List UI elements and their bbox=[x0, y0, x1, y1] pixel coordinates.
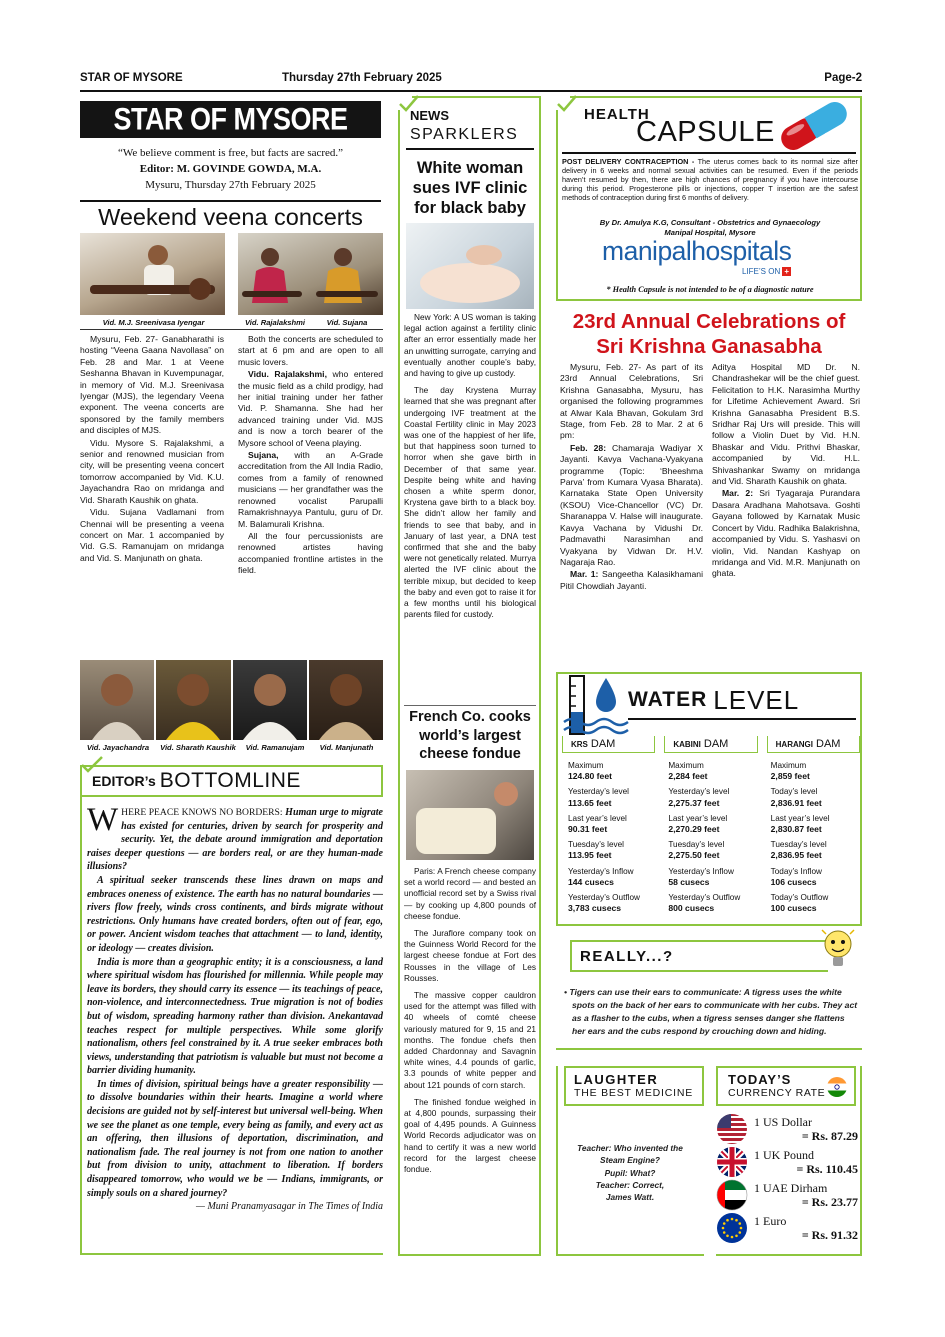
caption-rule bbox=[80, 329, 383, 330]
photo-cheese-fondue bbox=[406, 770, 534, 860]
ganasabha-paragraph bbox=[560, 569, 703, 592]
water-title-box bbox=[628, 684, 860, 716]
eu-flag-icon bbox=[716, 1212, 748, 1244]
ganasabha-headline bbox=[556, 309, 862, 359]
editor-body bbox=[87, 802, 383, 1214]
lead-text: Vidu. Rajalakshmi, bbox=[248, 369, 327, 380]
editor-corner-tick-icon bbox=[80, 755, 104, 775]
laughter-frame-bottom bbox=[556, 1254, 704, 1256]
reading-value: 90.31 feet bbox=[568, 824, 608, 835]
news-story-ivf bbox=[404, 312, 536, 626]
photo-sharath-kaushik bbox=[156, 660, 230, 740]
news-paragraph: New York: A US woman is taking legal action against a fertility clinic after an error essentially made her an unwitting surrogate, carrying and eventually another couple’s baby, and having to give up custody. bbox=[404, 312, 536, 379]
body-text: Sangeetha Kalasikhamani Pitil Chowdiah Jayanti. bbox=[560, 569, 703, 591]
reading-value: 2,275.50 feet bbox=[668, 850, 720, 861]
reading-label: Yesterday’s Inflow bbox=[568, 866, 634, 876]
dam-name: KRS bbox=[571, 739, 588, 749]
reading-value: 113.65 feet bbox=[568, 797, 612, 808]
reading-label: Tuesday’s level bbox=[668, 840, 725, 850]
masthead-info bbox=[80, 145, 381, 193]
ganasabha-paragraph bbox=[560, 443, 703, 568]
reading-value: 58 cusecs bbox=[668, 876, 710, 887]
editor-title-light: BOTTOMLINE bbox=[159, 769, 301, 792]
photo-sreenivasa-iyengar bbox=[80, 233, 225, 315]
currency-row-aed bbox=[716, 1178, 858, 1211]
dam-suffix: DAM bbox=[816, 738, 841, 750]
reading-value: 100 cusecs bbox=[770, 903, 817, 914]
health-frame-left bbox=[556, 110, 558, 301]
reading-label: Yesterday’s Outflow bbox=[668, 893, 741, 903]
reading-value: 144 cusecs bbox=[568, 876, 614, 887]
health-frame-right bbox=[860, 96, 862, 301]
uae-flag-icon bbox=[716, 1179, 748, 1211]
news-label-bold: NEWS bbox=[410, 108, 449, 123]
caption-ramanujam: Vid. Ramanujam bbox=[245, 743, 305, 752]
reading-label: Last year’s level bbox=[668, 813, 728, 823]
dam-label bbox=[562, 736, 655, 753]
reading-label: Yesterday’s level bbox=[568, 787, 629, 797]
masthead-dateline: Mysuru, Thursday 27th February 2025 bbox=[145, 179, 316, 191]
reading-value: 106 cusecs bbox=[770, 876, 817, 887]
news-paragraph: The massive copper cauldron used for the attempt was filled with 40 wheels of comté cheese variously matured for 9, 15 and 21 months. The fondue chefs then added Chardonnay and Savagnin white wines, 4.4 pounds of garlic, 3.3 pounds of white pepper and about 121 pounds of corn starch. bbox=[404, 990, 536, 1090]
editor-paragraph: India is more than a geographic entity; it is a consciousness, a land where spiritual wisdom has flourished for millennia. While people may leave its borders, they should carry its essence — its teachings of peace, non-violence, and interconnectedness. True migration is not of bodies but of wisdom, spreading harmony rather than division. Anekantavad teaches respect for multiple perspectives. While some glorify nationalism, others feel constrained by it. A true seeker embraces both views, understanding that patriotism is valuable but must not become a barrier dividing humanity. bbox=[87, 956, 383, 1077]
currency-values bbox=[754, 1214, 858, 1242]
photo-manjunath bbox=[309, 660, 383, 740]
reading-label: Today’s level bbox=[770, 787, 818, 797]
really-fact: Tigers can use their ears to communicate: A tigress uses the white spots on the back of her ears to communicate with her cubs. They act as a flasher to the cubs, when a tigress senses danger she flattens her ears and the cubs respond by crouching down and hiding. bbox=[569, 987, 858, 1036]
ganasabha-paragraph: Aditya Hospital MD Dr. N. Chandrashekar will be the chief guest. Felicitation to H.K. Narasimha Murthy for Lifetime Achievement Award. Sri Krishna Ganasabha President B.S. Sridhar Raj Urs will preside. This will follow a Violin Duet by Vid. H.N. Bhaskar and Vidu. Prithvi Bhaskar, accompanied by Vid. H.L. Shivashankar Swamy on mridanga and Vid. Sharath Kaushik on ghata. bbox=[712, 362, 860, 487]
reading-label: Yesterday’s level bbox=[668, 787, 730, 797]
editor-title-box bbox=[80, 765, 383, 797]
currency-frame-right bbox=[860, 1066, 862, 1256]
caption-manjunath: Vid. Manjunath bbox=[319, 743, 374, 752]
editor-frame-left bbox=[80, 785, 82, 1255]
ganasabha-column-1 bbox=[560, 362, 703, 593]
laughter-title: LAUGHTER bbox=[574, 1072, 659, 1087]
health-disclaimer: * Health Capsule is not intended to be of a diagnostic nature bbox=[606, 285, 814, 294]
capsule-pill-icon bbox=[770, 98, 858, 154]
caption-sharath-kaushik: Vid. Sharath Kaushik bbox=[160, 743, 236, 752]
news-label-light: SPARKLERS bbox=[410, 126, 519, 143]
really-label-box bbox=[570, 940, 828, 972]
news-headline-fondue: French Co. cooks world’s largest cheese fondue bbox=[409, 709, 531, 762]
really-text bbox=[560, 986, 860, 1038]
masthead-editor: Editor: M. GOVINDE GOWDA, M.A. bbox=[139, 163, 322, 175]
reading-label: Tuesday’s level bbox=[770, 840, 827, 850]
joke-line: Pupil: What? bbox=[604, 1167, 656, 1178]
caption-rajalakshmi: Vid. Rajalakshmi bbox=[244, 318, 306, 327]
laughter-title-box bbox=[564, 1066, 704, 1106]
news-frame-right bbox=[539, 96, 541, 1256]
editor-credit: — Muni Pranamyasagar in The Times of India bbox=[196, 1201, 383, 1213]
laughter-subtitle: THE BEST MEDICINE bbox=[574, 1087, 694, 1099]
ganasabha-headline-line1: 23rd Annual Celebrations of bbox=[572, 310, 846, 333]
drop-cap: W bbox=[87, 802, 119, 838]
currency-rate: = Rs. 91.32 bbox=[801, 1227, 858, 1242]
masthead-title: STAR OF MYSORE bbox=[113, 101, 348, 137]
dam-readings bbox=[767, 753, 860, 914]
health-byline bbox=[560, 218, 860, 237]
uk-flag-icon bbox=[716, 1146, 748, 1178]
header-page-number: Page-2 bbox=[824, 72, 862, 84]
reading-value: 2,830.87 feet bbox=[770, 824, 822, 835]
water-title-rule bbox=[628, 718, 856, 720]
currency-rows bbox=[716, 1112, 858, 1244]
veena-paragraph: Mysuru, Feb. 27- Ganabharathi is hosting “Veena Gaana Navollasa” on Feb. 28 and Mar. 1 at Veene Seshanna Bhavan in Kuvempunagar, in memory of Vid. M.J. Sreenivasa Iyengar (MJS), the legendary Veena exponent. The veena concerts are sponsored by the family members and disciples of MJS. bbox=[80, 334, 224, 436]
photo-jayachandra bbox=[80, 660, 154, 740]
news-headline-ivf: White woman sues IVF clinic for black baby bbox=[412, 159, 528, 217]
really-frame-bottom bbox=[556, 1048, 862, 1050]
dam-name: HARANGI bbox=[775, 739, 813, 749]
masthead-motto: “We believe comment is free, but facts are sacred.” bbox=[117, 147, 344, 159]
ganasabha-column-2 bbox=[712, 362, 860, 581]
dam-columns bbox=[562, 736, 860, 922]
editor-frame-bottom bbox=[80, 1253, 383, 1255]
currency-unit: 1 UAE Dirham bbox=[754, 1180, 828, 1195]
veena-headline: Weekend veena concerts bbox=[80, 200, 381, 231]
editor-title-bold: EDITOR’s bbox=[92, 773, 156, 789]
currency-frame-bottom bbox=[716, 1254, 862, 1256]
currency-values bbox=[754, 1115, 858, 1143]
photo-rajalakshmi-sujana bbox=[238, 233, 383, 315]
veena-paragraph bbox=[238, 450, 383, 530]
news-paragraph: The finished fondue weighed in at 4,800 pounds, surpassing their goal of 4,495 pounds. A Guinness World Records adjudicator was on hand to certify it was a new world record for the largest cheese fondue. bbox=[404, 1096, 536, 1175]
masthead-banner bbox=[80, 101, 381, 138]
page-header bbox=[80, 72, 862, 92]
lead-text: Sujana, bbox=[248, 450, 279, 461]
header-paper-name: STAR OF MYSORE bbox=[80, 72, 183, 84]
ganasabha-headline-line2: Sri Krishna Ganasabha bbox=[596, 335, 822, 358]
editor-paragraph bbox=[87, 802, 383, 874]
reading-value: 2,284 feet bbox=[668, 771, 708, 782]
reading-value: 124.80 feet bbox=[568, 771, 612, 782]
lead-text: Mar. 2: bbox=[722, 488, 754, 499]
laughter-frame-left bbox=[556, 1066, 558, 1256]
joke-line: James Watt. bbox=[605, 1192, 655, 1203]
health-lead: POST DELIVERY CONTRACEPTION - bbox=[562, 157, 695, 166]
us-flag-icon bbox=[716, 1113, 748, 1145]
joke-line: Steam Engine? bbox=[600, 1155, 660, 1166]
reading-label: Today’s Inflow bbox=[770, 866, 822, 876]
health-corner-tick-icon bbox=[556, 94, 578, 114]
health-body: The uterus comes back to its normal size after delivery in 6 weeks and normal sexual activities can be resumed. Even if the periods haven’t resumed by then, there are high chances of pregnancy if you have intercourse during this period. Progesterone pills or injections, copper T insertion are the safest methods of contraception during first 6 months of delivery. bbox=[562, 157, 858, 202]
ganasabha-paragraph bbox=[712, 488, 860, 579]
really-label: REALLY...? bbox=[580, 947, 674, 965]
lead-text: Feb. 28: bbox=[570, 442, 607, 453]
reading-value: 2,275.37 feet bbox=[668, 797, 720, 808]
manipal-tagline bbox=[742, 267, 791, 276]
editor-paragraph: In times of division, spiritual beings have a greater responsibility — to dissolve boundaries within their hearts. Imagine a world where decisions are guided not by self-interest but universal well-being. When we see the planet as one temple, every being as family, and every act as an offering, then illusions of deportation, discrimination, and nationalism fade. The real journey is not from one nation to another but from division to unity, attachment to liberation. If borders disappeared tomorrow, who would we be — Indians, immigrants, or simply souls on a shared journey? bbox=[87, 1078, 383, 1199]
news-frame-top bbox=[412, 96, 541, 98]
reading-label: Yesterday’s Outflow bbox=[568, 893, 640, 903]
percussionist-photo-row bbox=[80, 660, 383, 740]
caption-sujana: Vid. Sujana bbox=[326, 318, 368, 327]
currency-row-usd bbox=[716, 1112, 858, 1145]
reading-value: 3,783 cusecs bbox=[568, 903, 622, 914]
body-text: who entered the music field as a child prodigy, had her initial training under her father Vid. P. Shamanna. She had her advanced training under Vid. MJS and is now a torch bearer of the Mysore school of Veena playing. bbox=[238, 369, 383, 448]
caption-sreenivasa: Vid. M.J. Sreenivasa Iyengar bbox=[102, 318, 205, 327]
news-label-rule bbox=[406, 148, 534, 150]
dam-label bbox=[767, 736, 860, 753]
news-story-fondue bbox=[404, 866, 536, 1181]
water-gauge-icon bbox=[562, 672, 636, 738]
veena-paragraph bbox=[238, 369, 383, 449]
health-label-big: CAPSULE bbox=[636, 116, 775, 148]
reading-label: Maximum bbox=[668, 761, 704, 770]
reading-value: 2,859 feet bbox=[770, 771, 810, 782]
caption-jayachandra: Vid. Jayachandra bbox=[86, 743, 150, 752]
water-title-bold: WATER bbox=[628, 688, 708, 711]
reading-value: 800 cusecs bbox=[668, 903, 715, 914]
dam-krs bbox=[562, 736, 655, 922]
dam-label bbox=[664, 736, 757, 753]
dam-harangi bbox=[767, 736, 860, 922]
reading-value: 2,270.29 feet bbox=[668, 824, 720, 835]
reading-label: Today’s Outflow bbox=[770, 893, 829, 903]
bulb-icon bbox=[818, 926, 858, 972]
health-label-bold: HEALTH bbox=[584, 106, 650, 123]
news-paragraph: Paris: A French cheese company set a world record — and bested an unofficial record set by a Swiss rival — by cooking up 4,800 pounds of cheese fondue. bbox=[404, 866, 536, 921]
veena-paragraph: Both the concerts are scheduled to start at 6 pm and are open to all music lovers. bbox=[238, 334, 383, 367]
reading-label: Last year’s level bbox=[770, 813, 830, 823]
photo-ramanujam bbox=[233, 660, 307, 740]
lead-text: Mar. 1: bbox=[570, 569, 599, 580]
health-text bbox=[562, 158, 858, 203]
dam-readings bbox=[562, 753, 655, 914]
news-paragraph: The day Krystena Murray learned that she was pregnant after undergoing IVF treatment at the Coastal Fertility clinic in May 2023 was one of the happiest of her life, but that happiness soon turned to horror when she gave birth in December of that same year. Despite being white and having chosen a white sperm donor, Krystena gave birth to a black boy. She didn’t allow her family and friends to see that baby, and in January of last year, a DNA test confirmed that she and the baby were not genetically related. Murrya alerted the IVF clinic about the terrible mixup, but decided to keep the baby and even got to raise it for a few months until his biological parents filed for custody. bbox=[404, 385, 536, 620]
dam-kabini bbox=[664, 736, 757, 922]
editor-paragraph: A spiritual seeker transcends these lines drawn on maps and embraces oneness of existence. The earth has no natural boundaries — rivers flow freely, winds cross continents, and birds migrate without restrictions. Only humans have created borders, often out of fear, ego, or power. Ancient wisdom teaches that attachment — to land, identity, or ideology — creates division. bbox=[87, 874, 383, 954]
dam-name: KABINI bbox=[673, 739, 701, 749]
health-rule bbox=[562, 152, 856, 154]
editor-lead: HERE PEACE KNOWS NO BORDERS: bbox=[121, 807, 283, 818]
dam-readings bbox=[664, 753, 757, 914]
reading-value: 113.95 feet bbox=[568, 850, 612, 861]
health-byline-hospital: Manipal Hospital, Mysore bbox=[664, 227, 756, 237]
currency-row-eur bbox=[716, 1211, 858, 1244]
dam-suffix: DAM bbox=[590, 738, 616, 750]
currency-unit: 1 UK Pound bbox=[754, 1147, 815, 1162]
india-flag-icon bbox=[826, 1076, 848, 1098]
bullet-icon: • bbox=[564, 987, 570, 997]
percussionist-captions bbox=[80, 743, 383, 752]
currency-values bbox=[754, 1181, 858, 1209]
currency-rate: = Rs. 23.77 bbox=[801, 1194, 858, 1209]
reading-value: 2,836.91 feet bbox=[770, 797, 822, 808]
currency-subtitle: CURRENCY RATE bbox=[728, 1087, 826, 1099]
veena-paragraph: All the four percussionists are renowned artistes having accompanied frontline artistes in the field. bbox=[238, 530, 383, 576]
currency-title: TODAY’S bbox=[728, 1072, 792, 1087]
currency-unit: 1 US Dollar bbox=[754, 1114, 812, 1129]
veena-column-1 bbox=[80, 334, 224, 565]
currency-rate: = Rs. 87.29 bbox=[801, 1128, 858, 1143]
currency-values bbox=[754, 1148, 858, 1176]
water-title-light: LEVEL bbox=[713, 684, 800, 715]
news-paragraph: The Juraflore company took on the Guinness World Record for the largest cheese fondue at Fort des Rousses in the village of Les Rousses. bbox=[404, 928, 536, 983]
veena-paragraph: Vidu. Sujana Vadlamani from Chennai will be presenting a veena concert on Mar. 1 accompanied by Vid. G.S. Ramanujam on mridanga and Vid. S. Manjunath on ghata. bbox=[80, 507, 224, 563]
manipal-logo: manipalhospitals bbox=[602, 236, 792, 266]
laughter-joke bbox=[560, 1142, 700, 1203]
dam-suffix: DAM bbox=[703, 738, 729, 750]
manipal-tagline-text: LIFE’S ON bbox=[742, 267, 781, 276]
body-text: Chamaraja Wadiyar X Jayanti. Kavya Vachana-Vyakyana programme (Topic: ‘Bheeshma Parva’ from Kumara Vyasa Bharata). Karnataka State Open University (KSOU) Vice-Chancellor (VC) Dr. Sharanappa V. Halse will inaugurate. Kavya Vachana by Vidushi Dr. Padmavathi Narasimhan and Vyakyana by Vidwan Dr. H.V. Nagaraja Rao. bbox=[560, 442, 703, 567]
joke-line: Teacher: Correct, bbox=[595, 1179, 665, 1190]
reading-value: 2,836.95 feet bbox=[770, 850, 822, 861]
news-frame-bottom bbox=[398, 1254, 541, 1256]
body-text: Sri Tyagaraja Purandara Dasara Aradhana Mahotsava. Goshti Gayana followed by Karnatak Music Concert by Vidu. Radhika Balakrishna, accompanied by Vidu. S. Yashasvi on violin, Vid. Nandan Kashyap on mridanga and Vid. M.R. Manjunath on ghata. bbox=[712, 488, 860, 579]
photo-baby-hand bbox=[406, 223, 534, 309]
reading-label: Yesterday’s Inflow bbox=[668, 866, 734, 876]
body-text: with an A-Grade accreditation from the All India Radio, comes from a family of renowned musicians — her grandfather was the renowned vocalist Parupalli Ramakrishnayya Pantulu, guru of Dr. M. Balamurali Krishna. bbox=[238, 450, 383, 529]
health-frame-bottom bbox=[556, 299, 862, 301]
header-date: Thursday 27th February 2025 bbox=[282, 72, 442, 84]
news-divider bbox=[404, 705, 536, 706]
plus-icon: + bbox=[782, 267, 791, 276]
veena-paragraph: Vidu. Mysore S. Rajalakshmi, a senior and renowned musician from city, will be presenting veena concert tomorrow accompanied by Vid. K.U. Jayachandra Rao on mridanga and Vid. Sharath Kaushik on ghata. bbox=[80, 437, 224, 505]
reading-label: Last year’s level bbox=[568, 813, 627, 823]
reading-label: Tuesday’s level bbox=[568, 840, 624, 850]
joke-line: Teacher: Who invented the bbox=[577, 1143, 683, 1153]
reading-label: Maximum bbox=[770, 761, 807, 770]
currency-rate: = Rs. 110.45 bbox=[796, 1161, 858, 1176]
veena-column-2 bbox=[238, 334, 383, 578]
news-frame-left bbox=[398, 110, 400, 1256]
reading-label: Maximum bbox=[568, 761, 604, 770]
currency-row-gbp bbox=[716, 1145, 858, 1178]
ganasabha-paragraph: Mysuru, Feb. 27- As part of its 23rd Annual Celebrations, Sri Krishna Ganasabha, Mysuru, has organised the following programmes at Alwar Kala Bhavan, Gokulam 3rd Stage, from Feb. 28 to Mar. 2 at 6 pm: bbox=[560, 362, 703, 441]
currency-unit: 1 Euro bbox=[754, 1213, 787, 1228]
health-byline-doctor: By Dr. Amulya K.G, Consultant - Obstetrics and Gynaecology bbox=[599, 218, 821, 227]
editor-text: Human urge to migrate has existed for centuries, driven by search for prosperity and security. Yet, the debate around immigration and deportation raises deeper questions — are borders real, or are they human-made illusions? bbox=[87, 807, 383, 873]
